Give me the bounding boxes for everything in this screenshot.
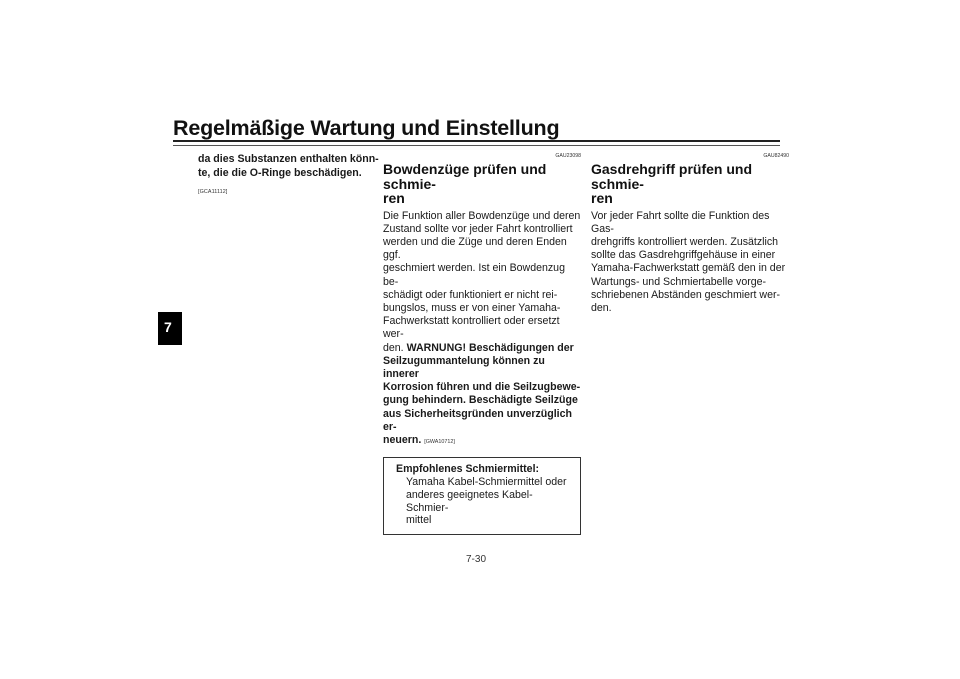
column-right xyxy=(591,153,789,315)
section-code: GAU23098 xyxy=(555,153,581,159)
chapter-number: 7 xyxy=(164,319,172,335)
page-number: 7-30 xyxy=(466,554,487,565)
caution-continuation xyxy=(198,153,396,180)
warning-line: Seilzugummantelung können zu innerer xyxy=(383,354,545,380)
heading-line: ren xyxy=(591,190,613,206)
warning-line: Korrosion führen und die Seilzugbewe- xyxy=(383,381,581,394)
warning-line: neuern. [GWA10712] xyxy=(383,433,455,446)
section-body-throttle xyxy=(591,210,789,316)
body-line: Zustand sollte vor jeder Fahrt kontrolliert xyxy=(383,222,573,235)
body-line: schädigt oder funktioniert er nicht rei- xyxy=(383,288,558,301)
lubricant-box xyxy=(383,457,581,535)
heading-line: ren xyxy=(383,190,405,206)
body-line: Wartungs- und Schmiertabelle vorge- xyxy=(591,275,767,288)
body-line: Die Funktion aller Bowdenzüge und deren xyxy=(383,209,581,222)
column-left xyxy=(198,153,396,195)
warning-ref-code: [GWA10712] xyxy=(424,438,455,445)
body-line: schriebenen Abständen geschmiert wer- xyxy=(591,288,781,301)
section-heading-cables xyxy=(383,162,581,206)
body-line: sollte das Gasdrehgriffgehäuse in einer xyxy=(591,249,776,262)
caution-ref-code: [GCA11112] xyxy=(198,189,228,196)
section-heading-throttle xyxy=(591,162,789,206)
page-title: Regelmäßige Wartung und Einstellung xyxy=(173,116,560,140)
lubricant-body xyxy=(396,476,574,527)
body-line: bungslos, muss er von einer Yamaha- xyxy=(383,301,561,314)
heading-line: Gasdrehgriff prüfen und schmie- xyxy=(591,161,752,192)
column-middle xyxy=(383,153,581,535)
lubricant-line: mittel xyxy=(406,514,432,527)
body-line: Yamaha-Fachwerkstatt gemäß den in der xyxy=(591,262,786,275)
body-line-mixed xyxy=(383,342,581,355)
body-line: den. xyxy=(591,301,612,314)
warning-line: aus Sicherheitsgründen unverzüglich er- xyxy=(383,407,572,433)
lubricant-title: Empfohlenes Schmiermittel: xyxy=(396,463,540,476)
lubricant-line: anderes geeignetes Kabel-Schmier- xyxy=(406,488,533,514)
header-rule-thick xyxy=(173,140,780,142)
body-line: geschmiert werden. Ist ein Bowdenzug be- xyxy=(383,262,565,288)
section-code: GAU82490 xyxy=(763,153,789,159)
chapter-tab xyxy=(158,312,182,345)
caution-line: da dies Substanzen enthalten könn- xyxy=(198,153,379,165)
body-line: werden und die Züge und deren Enden ggf. xyxy=(383,235,567,262)
warning-text: WARNUNG! Beschädigungen der xyxy=(406,341,574,354)
header-rule-thin xyxy=(173,145,780,146)
caution-line: te, die die O-Ringe beschädigen. xyxy=(198,166,362,179)
heading-line: Bowdenzüge prüfen und schmie- xyxy=(383,161,547,192)
body-line: drehgriffs kontrolliert werden. Zusätzlich xyxy=(591,235,779,248)
body-line: Vor jeder Fahrt sollte die Funktion des Gas- xyxy=(591,209,770,235)
body-line: Fachwerkstatt kontrolliert oder ersetzt wer- xyxy=(383,315,560,341)
warning-line: gung behindern. Beschädigte Seilzüge xyxy=(383,394,578,407)
section-body-cables xyxy=(383,210,581,450)
lubricant-line: Yamaha Kabel-Schmiermittel oder xyxy=(406,475,567,488)
body-text: den. xyxy=(383,341,407,354)
